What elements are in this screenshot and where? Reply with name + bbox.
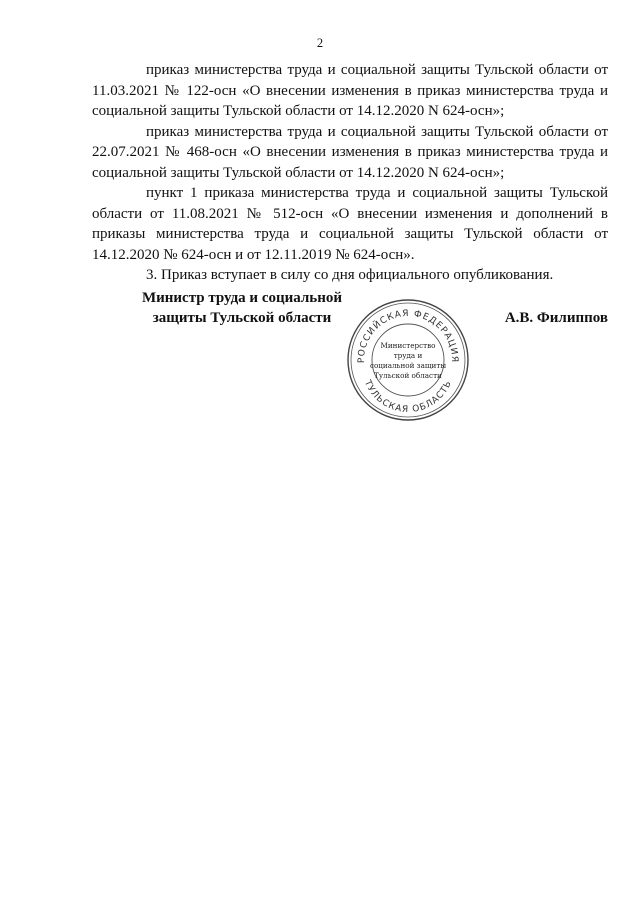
stamp-inner-line-2: труда и	[393, 351, 423, 360]
stamp-outer-bottom-text: ТУЛЬСКАЯ ОБЛАСТЬ	[361, 378, 455, 416]
stamp-inner-line-1: Министерство	[380, 341, 436, 350]
signer-name: А.В. Филиппов	[504, 310, 608, 326]
signer-title-line-1: Министр труда и социальной	[141, 290, 343, 306]
document-body	[92, 60, 608, 286]
signature-block	[92, 288, 608, 438]
paragraph-order-512: пункт 1 приказа министерства труда и социальной защиты Тульской области от 11.08.2021 № 512-осн «О внесении изменения и дополнений в приказы министерства труда и социальной защиты Тульской области от 14.12.2020 № 624-осн и от 12.11.2019 № 624-осн».	[92, 185, 608, 263]
official-seal-stamp	[344, 296, 472, 424]
signer-title-line-2: защиты Тульской области	[152, 310, 332, 326]
paragraph-order-122: приказ министерства труда и социальной защиты Тульской области от 11.03.2021 № 122-осн «О внесении изменения в приказ министерства труда и социальной защиты Тульской области от 14.12.2020 N 624-осн»;	[92, 62, 608, 119]
stamp-outer-top-text: РОССИЙСКАЯ ФЕДЕРАЦИЯ	[356, 308, 460, 364]
page-number: 2	[316, 36, 324, 50]
stamp-inner-line-3: социальной защиты	[369, 361, 447, 370]
stamp-inner-line-4: Тульской области	[374, 371, 442, 380]
paragraph-effective-date: 3. Приказ вступает в силу со дня официального опубликования.	[146, 267, 554, 283]
paragraph-order-468: приказ министерства труда и социальной защиты Тульской области от 22.07.2021 № 468-осн «О внесении изменения в приказ министерства труда и социальной защиты Тульской области от 14.12.2020 N 624-осн»;	[92, 123, 608, 181]
